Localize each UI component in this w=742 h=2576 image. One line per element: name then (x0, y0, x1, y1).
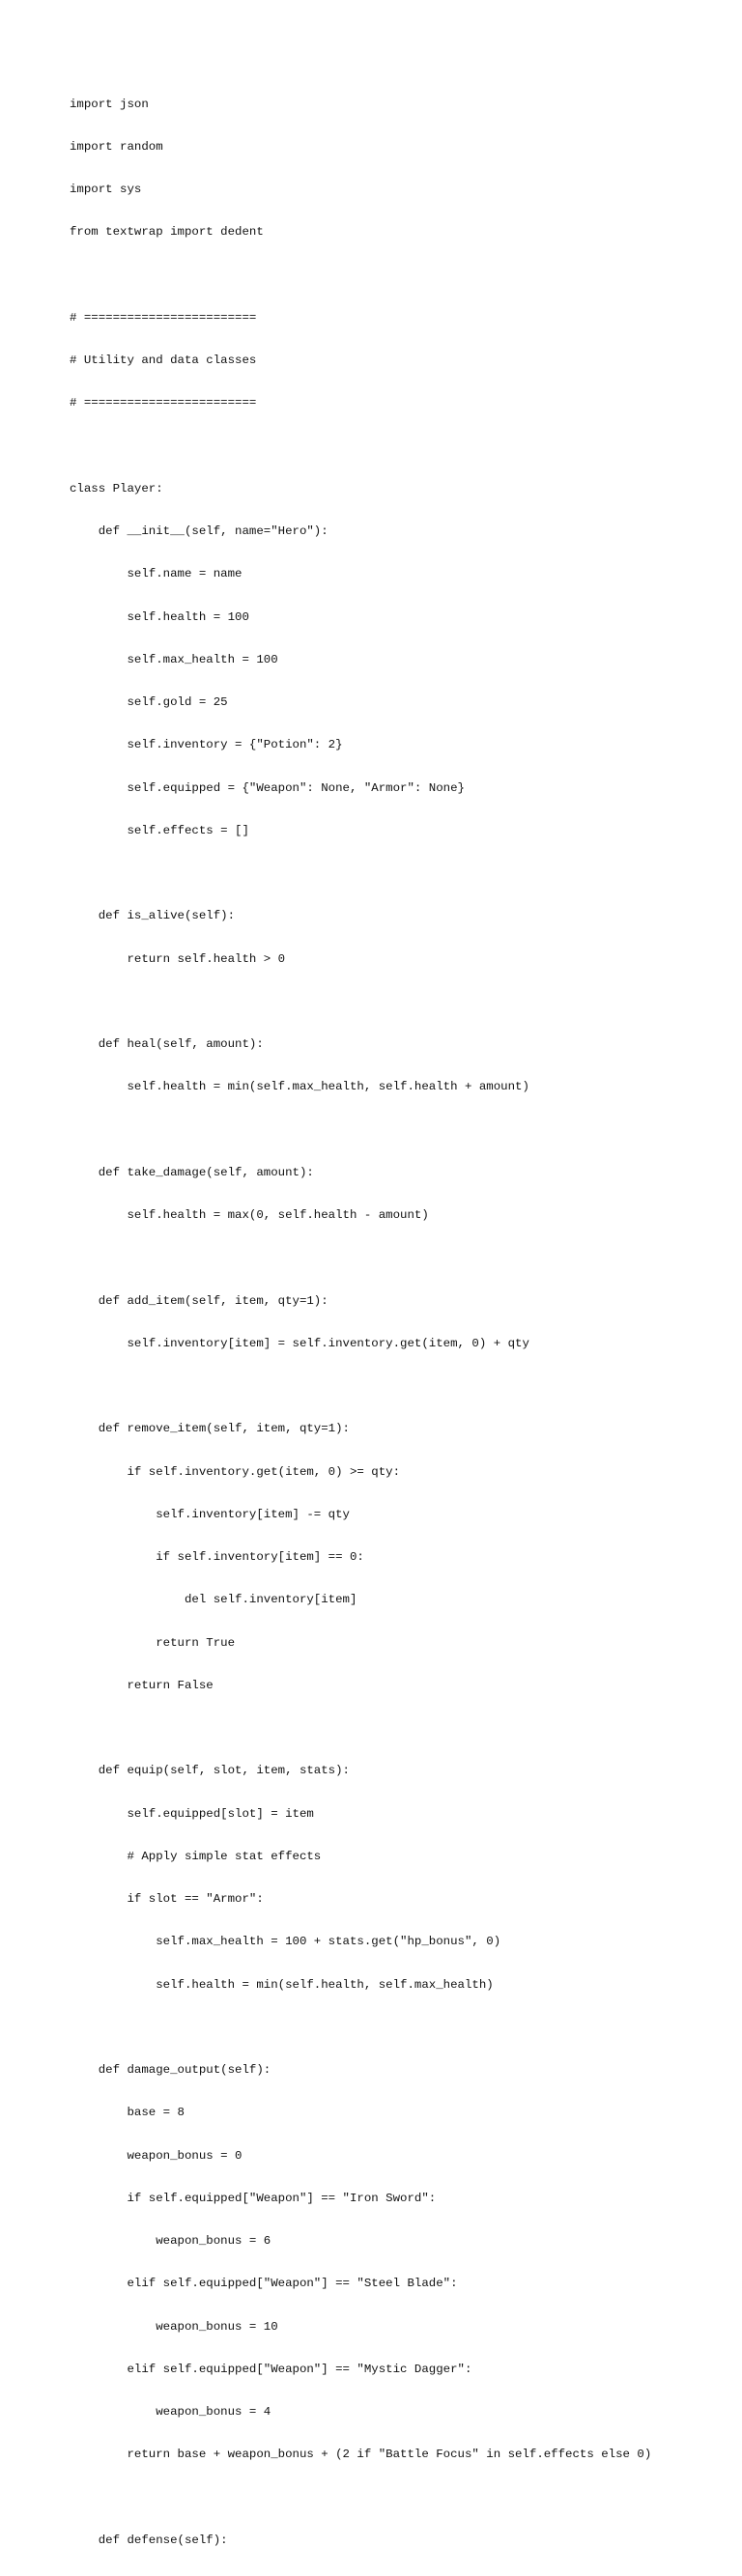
code-line: self.effects = [] (70, 823, 249, 837)
code-line: self.inventory[item] -= qty (70, 1507, 350, 1521)
code-line: def __init__(self, name="Hero"): (70, 524, 328, 538)
code-line: self.health = max(0, self.health - amount) (70, 1208, 429, 1222)
code-line: base = 8 (70, 2106, 185, 2120)
code-line: if self.inventory.get(item, 0) >= qty: (70, 1464, 401, 1479)
code-line: if slot == "Armor": (70, 1892, 264, 1906)
code-line: return self.health > 0 (70, 951, 286, 966)
code-line: self.inventory[item] = self.inventory.get(item, 0) + qty (70, 1336, 529, 1350)
code-line: import sys (70, 183, 142, 196)
code-line: weapon_bonus = 0 (70, 2148, 243, 2163)
code-line: del self.inventory[item] (70, 1593, 357, 1607)
code-line (70, 1379, 651, 1394)
code-line: # Apply simple stat effects (70, 1849, 322, 1863)
code-line: import json (70, 97, 149, 111)
code-line: self.inventory = {"Potion": 2} (70, 738, 343, 752)
code-line: self.max_health = 100 (70, 652, 278, 666)
code-line: def is_alive(self): (70, 909, 236, 923)
code-line: elif self.equipped["Weapon"] == "Steel Blade": (70, 2277, 458, 2291)
code-line: return base + weapon_bonus + (2 if "Battle Focus" in self.effects else 0) (70, 2448, 652, 2462)
code-line: elif self.equipped["Weapon"] == "Mystic Dagger": (70, 2362, 472, 2376)
code-line: self.max_health = 100 + stats.get("hp_bonus", 0) (70, 1935, 501, 1949)
code-line: # ======================== (70, 310, 257, 325)
code-line: def take_damage(self, amount): (70, 1165, 314, 1179)
code-line: self.health = min(self.max_health, self.health + amount) (70, 1080, 529, 1094)
code-line: self.gold = 25 (70, 695, 228, 709)
code-line: def defense(self): (70, 2533, 228, 2547)
code-line: def equip(self, slot, item, stats): (70, 1764, 350, 1778)
code-line (70, 1251, 651, 1265)
code-line: def add_item(self, item, qty=1): (70, 1293, 328, 1308)
code-line: weapon_bonus = 4 (70, 2405, 271, 2419)
code-line: return False (70, 1678, 214, 1692)
code-line: return True (70, 1635, 236, 1650)
code-line: self.health = 100 (70, 609, 249, 624)
code-line (70, 2021, 651, 2035)
code-line: self.health = min(self.health, self.max_health) (70, 1977, 494, 1992)
code-line: self.name = name (70, 567, 243, 581)
code-line (70, 995, 651, 1009)
code-line: weapon_bonus = 10 (70, 2319, 278, 2334)
code-line: self.equipped[slot] = item (70, 1806, 314, 1821)
code-line: self.equipped = {"Weapon": None, "Armor": None} (70, 780, 465, 795)
code-line: def damage_output(self): (70, 2063, 271, 2077)
code-line: if self.equipped["Weapon"] == "Iron Sword": (70, 2191, 437, 2205)
code-line (70, 2491, 651, 2505)
code-line: if self.inventory[item] == 0: (70, 1550, 364, 1564)
code-line: def heal(self, amount): (70, 1037, 264, 1051)
code-line: from textwrap import dedent (70, 225, 264, 240)
code-block (70, 69, 651, 2576)
code-line (70, 1721, 651, 1736)
code-line: import random (70, 139, 163, 154)
code-line (70, 866, 651, 881)
code-line (70, 439, 651, 454)
code-line: weapon_bonus = 6 (70, 2234, 271, 2248)
code-line (70, 269, 651, 283)
code-line: # ======================== (70, 396, 257, 410)
code-line (70, 1123, 651, 1138)
code-line: # Utility and data classes (70, 354, 257, 367)
code-line: def remove_item(self, item, qty=1): (70, 1422, 350, 1436)
code-line: class Player: (70, 481, 163, 495)
